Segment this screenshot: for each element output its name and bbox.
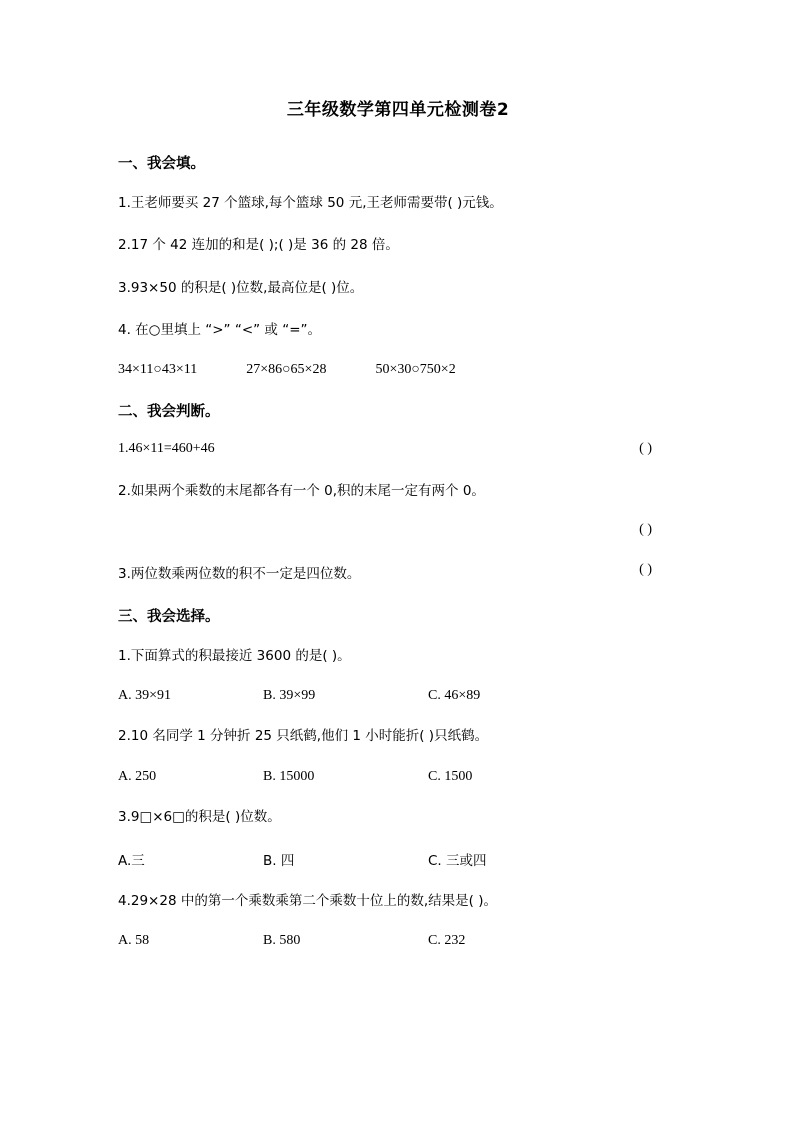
- choice-3-1-b[interactable]: B. 39×99: [263, 688, 316, 704]
- question-2-2-text: 2.如果两个乘数的末尾都各有一个 0,积的末尾一定有两个 0。: [118, 483, 485, 499]
- choice-3-4-c[interactable]: C. 232: [428, 933, 466, 948]
- question-3-4: 4.29×28 中的第一个乘数乘第二个乘数十位上的数,结果是( )。: [118, 892, 497, 909]
- choice-3-2-b[interactable]: B. 15000: [263, 768, 315, 784]
- question-1-4-expressions: 34×11○43×11 27×86○65×28 50×30○750×2: [118, 362, 456, 377]
- section-heading-judgement: 二、我会判断。: [118, 404, 220, 420]
- question-1-2: 2.17 个 42 连加的和是( );( )是 36 的 28 倍。: [118, 237, 399, 254]
- question-2-3-answer-box[interactable]: ( ): [639, 562, 652, 577]
- worksheet-content: [118, 95, 678, 971]
- choice-3-1-a[interactable]: A. 39×91: [118, 688, 172, 704]
- choice-3-2-a[interactable]: A. 250: [118, 768, 157, 784]
- question-2-1: [118, 441, 678, 457]
- question-3-3: 3.9□×6□的积是( )位数。: [118, 808, 281, 825]
- question-2-3-text: 3.两位数乘两位数的积不一定是四位数。: [118, 566, 361, 582]
- question-2-2-answer-box[interactable]: ( ): [639, 522, 652, 537]
- question-2-1-text: 1.46×11=460+46: [118, 441, 215, 456]
- page-title: 三年级数学第四单元检测卷2: [286, 100, 510, 120]
- question-1-3: 3.93×50 的积是( )位数,最高位是( )位。: [118, 279, 364, 296]
- question-3-4-choices: [118, 933, 678, 949]
- choice-3-2-c[interactable]: C. 1500: [428, 768, 473, 784]
- question-3-1-choices: [118, 688, 678, 704]
- question-3-3-choices: [118, 849, 678, 869]
- question-3-2: 2.10 名同学 1 分钟折 25 只纸鹤,他们 1 小时能折( )只纸鹤。: [118, 728, 489, 745]
- choice-3-1-c[interactable]: C. 46×89: [428, 688, 481, 704]
- section-heading-multiple-choice: 三、我会选择。: [118, 609, 220, 625]
- question-1-4: 4. 在○里填上 “>” “<” 或 “=”。: [118, 321, 322, 338]
- question-1-1: 1.王老师要买 27 个篮球,每个篮球 50 元,王老师需要带( )元钱。: [118, 195, 503, 211]
- question-2-2: [118, 479, 678, 500]
- choice-3-4-b[interactable]: B. 580: [263, 933, 301, 948]
- question-2-3: [118, 562, 678, 583]
- choice-3-3-b[interactable]: B. 四: [263, 852, 295, 869]
- question-3-1: 1.下面算式的积最接近 3600 的是( )。: [118, 648, 351, 664]
- section-heading-fill-in: 一、我会填。: [118, 156, 205, 172]
- choice-3-3-c[interactable]: C. 三或四: [428, 852, 487, 869]
- choice-3-4-a[interactable]: A. 58: [118, 933, 150, 948]
- choice-3-3-a[interactable]: A.三: [118, 852, 145, 869]
- question-3-2-choices: [118, 769, 678, 785]
- question-2-1-answer-box[interactable]: ( ): [639, 441, 652, 456]
